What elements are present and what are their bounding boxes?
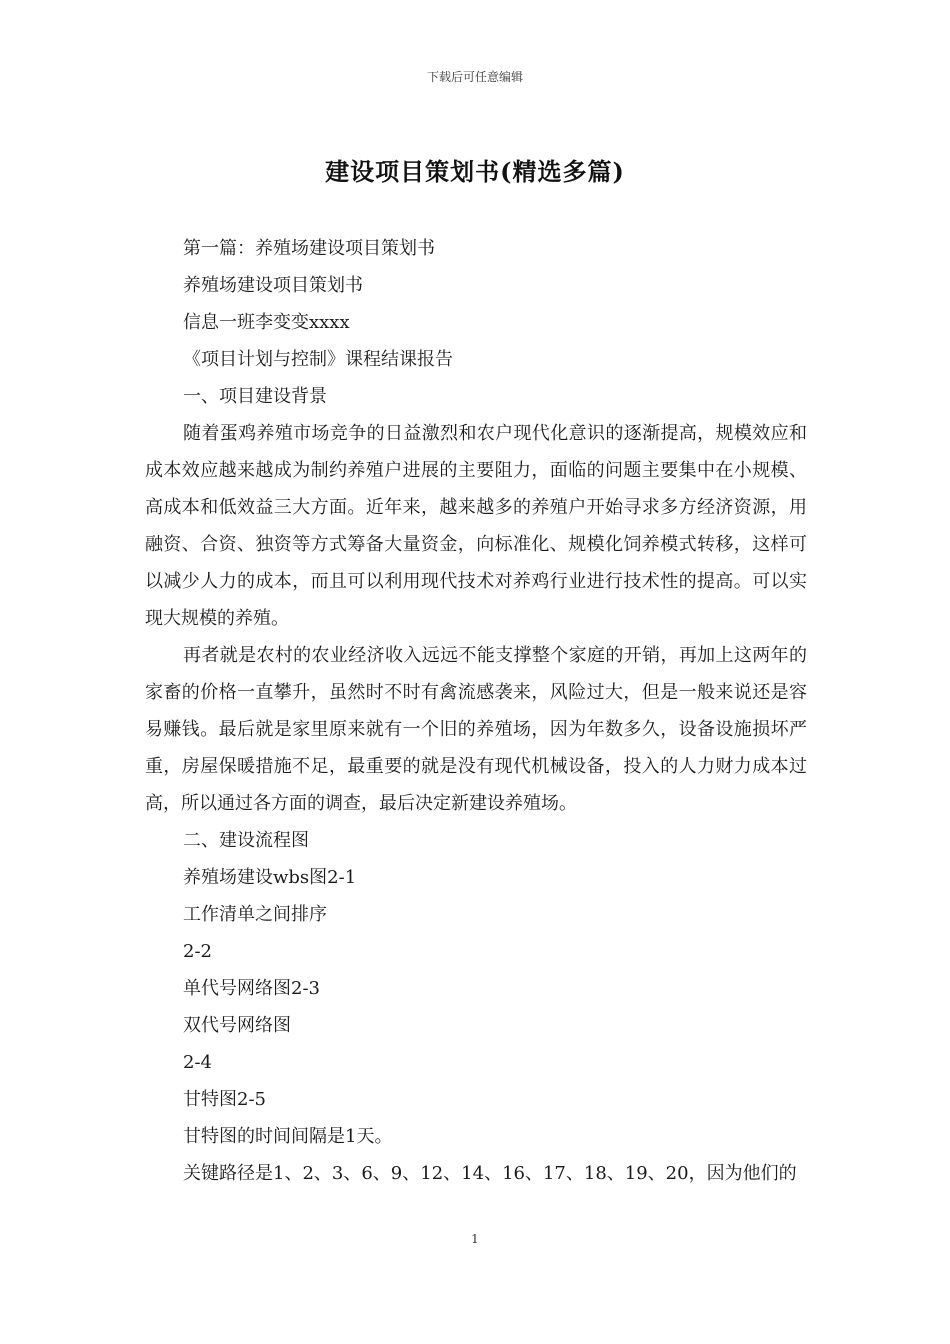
list-item: 甘特图2-5 — [183, 1089, 266, 1110]
course-report-line: 《项目计划与控制》课程结课报告 — [183, 349, 453, 370]
section-heading-flowchart: 二、建设流程图 — [183, 830, 309, 851]
list-item: 甘特图的时间间隔是1天。 — [183, 1126, 393, 1147]
subtitle-line: 养殖场建设项目策划书 — [183, 275, 363, 296]
section-heading-background: 一、项目建设背景 — [183, 386, 327, 407]
document-title: 建设项目策划书(精选多篇) — [325, 157, 625, 186]
list-item: 双代号网络图 — [183, 1015, 291, 1036]
page-header-note: 下载后可任意编辑 — [426, 70, 523, 84]
document-body — [145, 230, 807, 1192]
list-item: 关键路径是1、2、3、6、9、12、14、16、17、18、19、20，因为他们的 — [183, 1163, 797, 1184]
list-item: 单代号网络图2-3 — [183, 978, 320, 999]
list-item: 工作清单之间排序 — [183, 904, 327, 925]
list-item: 2-2 — [183, 941, 212, 962]
body-paragraph: 再者就是农村的农业经济收入远远不能支撑整个家庭的开销，再加上这两年的家畜的价格一直攀升，虽然时不时有禽流感袭来，风险过大，但是一般来说还是容易赚钱。最后就是家里原来就有一个旧的养殖场，因为年数多久，设备设施损坏严重，房屋保暖措施不足，最重要的就是没有现代机械设备，投入的人力财力成本过高，所以通过各方面的调查，最后决定新建设养殖场。 — [145, 645, 807, 814]
section-heading-part-one: 第一篇：养殖场建设项目策划书 — [183, 238, 435, 259]
list-item: 养殖场建设wbs图2-1 — [183, 867, 357, 888]
author-line: 信息一班李变变xxxx — [183, 312, 350, 333]
list-item: 2-4 — [183, 1052, 212, 1073]
body-paragraph: 随着蛋鸡养殖市场竞争的日益激烈和农户现代化意识的逐渐提高，规模效应和成本效应越来越成为制约养殖户进展的主要阻力，面临的问题主要集中在小规模、高成本和低效益三大方面。近年来，越来越多的养殖户开始寻求多方经济资源，用融资、合资、独资等方式筹备大量资金，向标准化、规模化饲养模式转移，这样可以减少人力的成本，而且可以利用现代技术对养鸡行业进行技术性的提高。可以实现大规模的养殖。 — [145, 423, 807, 629]
page-number: 1 — [471, 1232, 479, 1246]
